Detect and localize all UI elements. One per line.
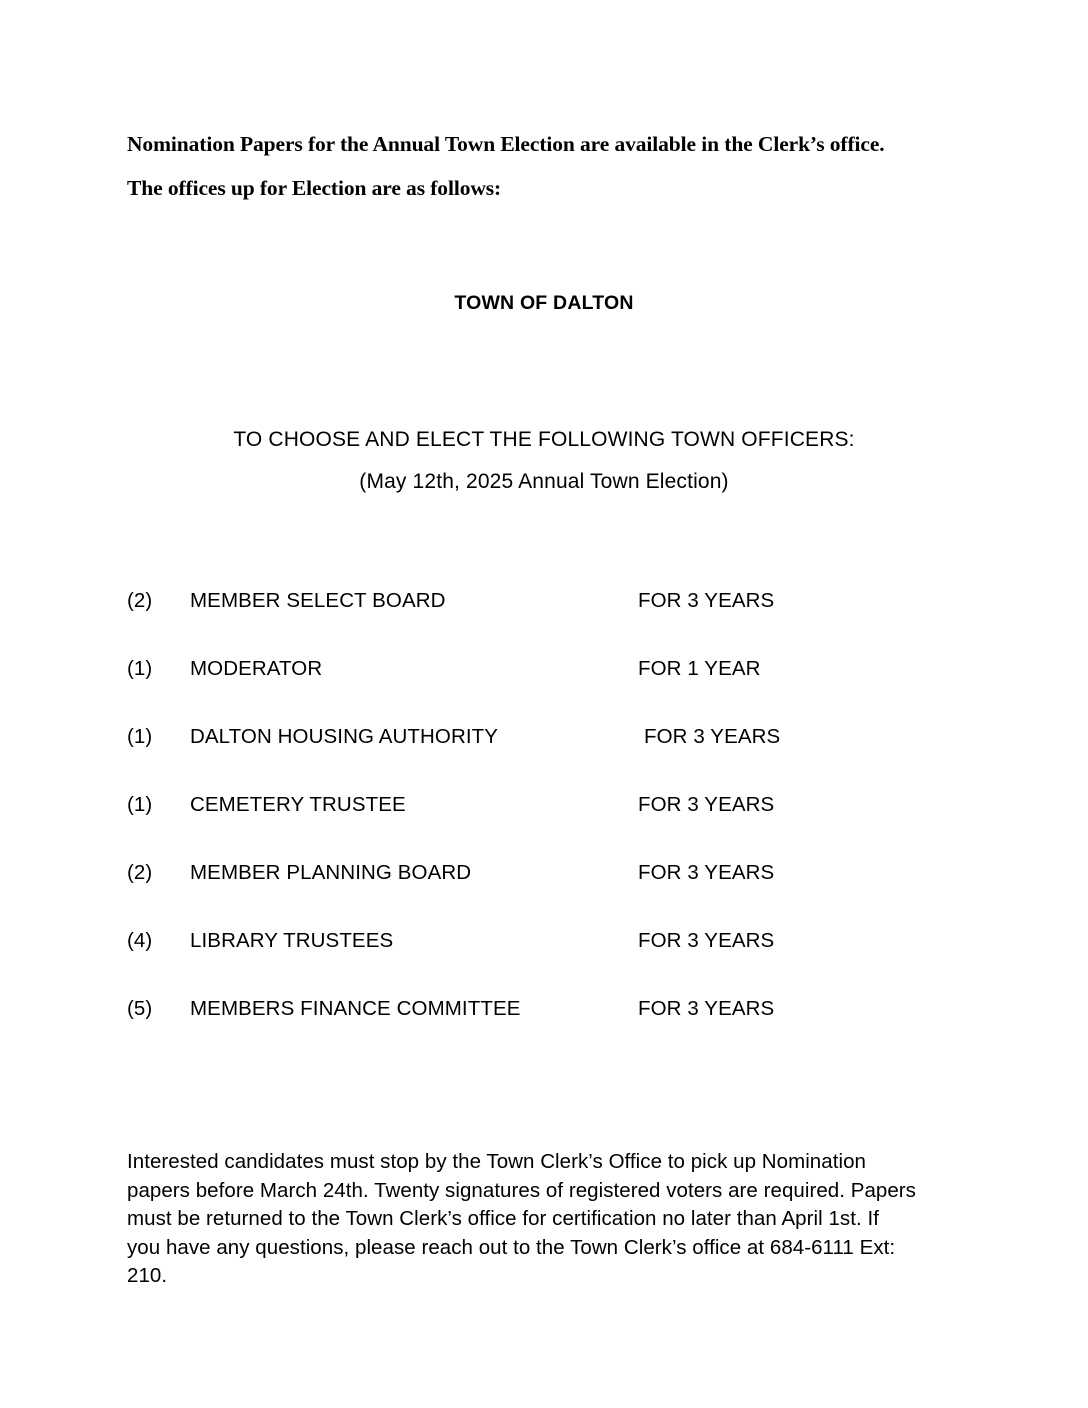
office-term: FOR 3 YEARS [644, 725, 781, 748]
office-title: DALTON HOUSING AUTHORITY [190, 725, 499, 748]
office-row [127, 725, 967, 793]
office-row [127, 657, 967, 725]
office-term: FOR 3 YEARS [638, 589, 775, 612]
intro-line-1: Nomination Papers for the Annual Town Election are available in the Clerk’s office. [127, 132, 885, 156]
office-row [127, 997, 967, 1065]
office-count: (2) [127, 861, 153, 884]
office-count: (1) [127, 657, 153, 680]
subtitle-main-line: TO CHOOSE AND ELECT THE FOLLOWING TOWN OFFICERS: [233, 428, 855, 451]
offices-list [127, 589, 967, 1065]
office-row [127, 861, 967, 929]
office-row [127, 793, 967, 861]
town-name-heading: TOWN OF DALTON [454, 292, 634, 314]
office-row [127, 929, 967, 997]
subtitle-election-date: (May 12th, 2025 Annual Town Election) [359, 470, 729, 493]
office-term: FOR 3 YEARS [638, 997, 775, 1020]
office-count: (1) [127, 725, 153, 748]
office-row [127, 589, 967, 657]
office-count: (1) [127, 793, 153, 816]
office-title: LIBRARY TRUSTEES [190, 929, 394, 952]
intro-line-2: The offices up for Election are as follows: [127, 176, 502, 200]
office-term: FOR 3 YEARS [638, 793, 775, 816]
office-count: (2) [127, 589, 153, 612]
office-title: MEMBERS FINANCE COMMITTEE [190, 997, 521, 1020]
closing-paragraph: Interested candidates must stop by the Town Clerk’s Office to pick up Nomination papers before March 24th. Twenty signatures of registered voters are required. Papers must be returned to the Town Clerk’s office for certification no later than April 1st. If you have any questions, please reach out to the Town Clerk’s office at 684-6111 Ext: 210. [127, 1150, 916, 1287]
office-term: FOR 3 YEARS [638, 861, 775, 884]
intro-block [127, 122, 967, 210]
office-title: MEMBER PLANNING BOARD [190, 861, 472, 884]
subtitle-block [0, 419, 1088, 503]
office-term: FOR 3 YEARS [638, 929, 775, 952]
office-count: (5) [127, 997, 153, 1020]
office-term: FOR 1 YEAR [638, 657, 761, 680]
office-title: MODERATOR [190, 657, 323, 680]
office-count: (4) [127, 929, 153, 952]
office-title: MEMBER SELECT BOARD [190, 589, 446, 612]
office-title: CEMETERY TRUSTEE [190, 793, 406, 816]
